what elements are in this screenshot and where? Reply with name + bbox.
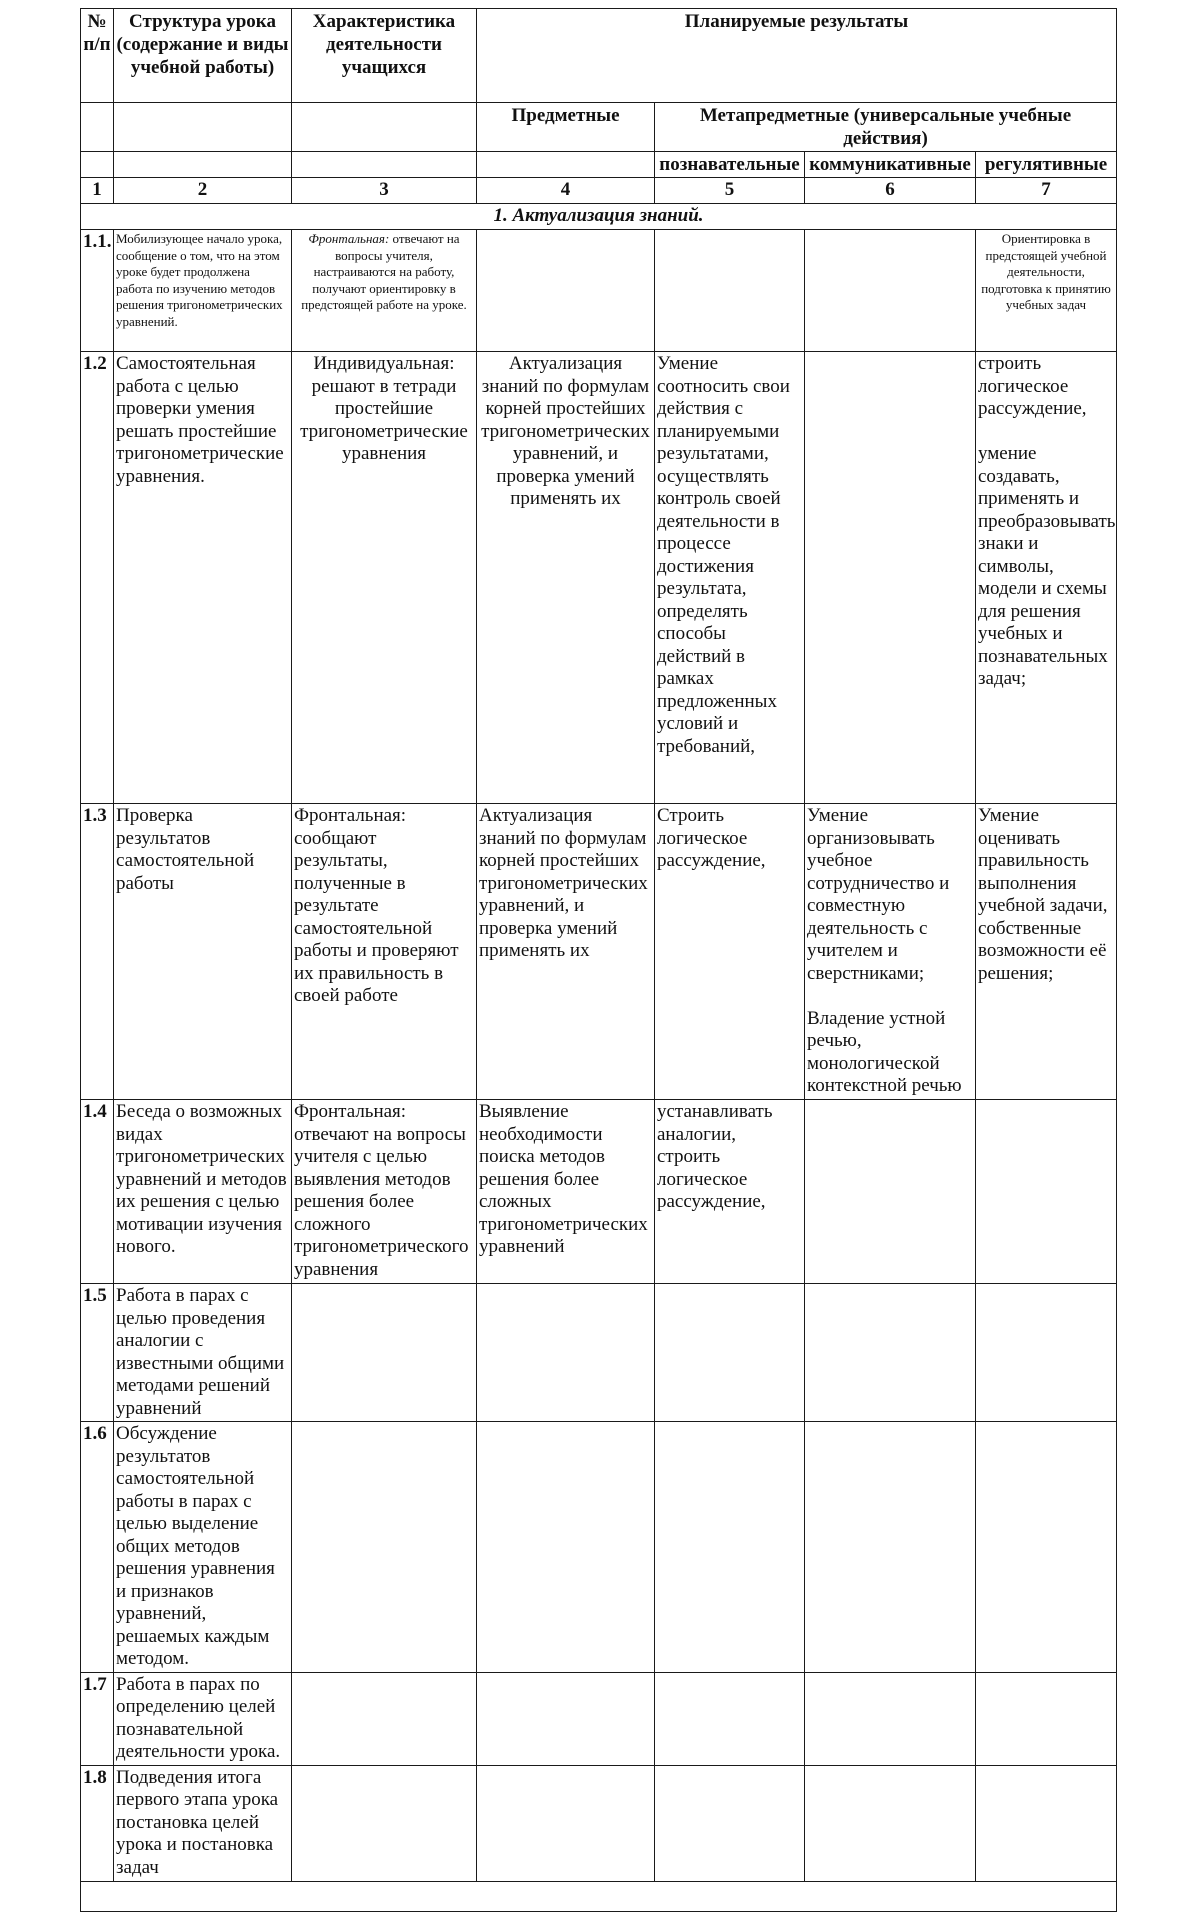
activity-type-label: Фронтальная: [308, 231, 390, 246]
column-number: 1 [81, 178, 114, 204]
cell-subject [477, 1672, 655, 1765]
cell-communicative [805, 1672, 976, 1765]
header-regulatory: регулятивные [976, 152, 1117, 178]
table-row [81, 230, 1117, 352]
cell-structure: Подведения итога первого этапа урока постановка целей урока и постановка задач [114, 1765, 292, 1881]
cell-structure: Работа в парах по определению целей познавательной деятельности урока. [114, 1672, 292, 1765]
header-activity: Характеристика деятельности учащихся [292, 9, 477, 103]
cell-structure: Проверка результатов самостоятельной работы [114, 804, 292, 1100]
cell-subject [477, 1284, 655, 1422]
cell-communicative [805, 1422, 976, 1673]
table-row [81, 1100, 1117, 1284]
header-row-1 [81, 9, 1117, 103]
cell-structure: Самостоятельная работа с целью проверки умения решать простейшие тригонометрические уравнения. [114, 352, 292, 804]
header-planned-results: Планируемые результаты [477, 9, 1117, 103]
header-cognitive: познавательные [655, 152, 805, 178]
header-row-3 [81, 152, 1117, 178]
table-row [81, 1765, 1117, 1881]
activity-text: отвечают на вопросы учителя, настраиваются на работу, получают ориентировку в предстоящей работе на уроке. [301, 231, 467, 312]
column-number: 7 [976, 178, 1117, 204]
column-numbers-row [81, 178, 1117, 204]
cell-structure: Обсуждение результатов самостоятельной работы в парах с целью выделение общих методов решения уравнения и признаков уравнений, решаемых каждым методом. [114, 1422, 292, 1673]
cell-regulatory: Умение оценивать правильность выполнения учебной задачи, собственные возможности её решения; [976, 804, 1117, 1100]
header-subject-results: Предметные [477, 103, 655, 152]
header-number: № п/п [81, 9, 114, 103]
cell-activity [292, 1422, 477, 1673]
cell-cognitive [655, 1284, 805, 1422]
cell-cognitive [655, 1672, 805, 1765]
cell-regulatory: Ориентировка в предстоящей учебной деятельности, подготовка к принятию учебных задач [976, 230, 1117, 352]
table-row [81, 352, 1117, 804]
cell-activity: Фронтальная: сообщают результаты, полученные в результате самостоятельной работы и проверяют их правильность в своей работе [292, 804, 477, 1100]
cell-cognitive: Строить логическое рассуждение, [655, 804, 805, 1100]
cell-cognitive [655, 230, 805, 352]
cell-communicative [805, 230, 976, 352]
row-id: 1.1. [81, 230, 114, 352]
header-meta-results: Метапредметные (универсальные учебные действия) [655, 103, 1117, 152]
row-id: 1.2 [81, 352, 114, 804]
row-id: 1.4 [81, 1100, 114, 1284]
header-row-2 [81, 103, 1117, 152]
cell-subject [477, 1765, 655, 1881]
row-id: 1.6 [81, 1422, 114, 1673]
header-structure: Структура урока (содержание и виды учебной работы) [114, 9, 292, 103]
cell-communicative [805, 1100, 976, 1284]
cell-regulatory [976, 1672, 1117, 1765]
next-section-row-cut [81, 1881, 1117, 1911]
cell-cognitive [655, 1422, 805, 1673]
cell-communicative [805, 1765, 976, 1881]
cell-subject [477, 230, 655, 352]
cell-regulatory [976, 1765, 1117, 1881]
cell-cognitive: Умение соотносить свои действия с планируемыми результатами, осуществлять контроль своей деятельности в процессе достижения результата, определять способы действий в рамках предложенных условий и требований, [655, 352, 805, 804]
section-title-row [81, 204, 1117, 230]
header-communicative: коммуникативные [805, 152, 976, 178]
column-number: 6 [805, 178, 976, 204]
cell-subject: Актуализация знаний по формулам корней простейших тригонометрических уравнений, и проверка умений применять их [477, 804, 655, 1100]
cell-structure: Работа в парах с целью проведения аналогии с известными общими методами решений уравнений [114, 1284, 292, 1422]
cell-structure: Беседа о возможных видах тригонометрических уравнений и методов их решения с целью мотивации изучения нового. [114, 1100, 292, 1284]
table-row [81, 1672, 1117, 1765]
cell-activity [292, 1765, 477, 1881]
cell-communicative [805, 1284, 976, 1422]
cell-regulatory [976, 1284, 1117, 1422]
cell-activity: Индивидуальная: решают в тетради простейшие тригонометрические уравнения [292, 352, 477, 804]
column-number: 4 [477, 178, 655, 204]
cell-subject: Выявление необходимости поиска методов решения более сложных тригонометрических уравнений [477, 1100, 655, 1284]
cell-structure: Мобилизующее начало урока, сообщение о том, что на этом уроке будет продолжена работа по изучению методов решения тригонометрических уравнений. [114, 230, 292, 352]
table-row [81, 804, 1117, 1100]
cell-activity: Фронтальная: отвечают на вопросы учителя с целью выявления методов решения более сложного тригонометрического уравнения [292, 1100, 477, 1284]
row-id: 1.3 [81, 804, 114, 1100]
cell-regulatory [976, 1100, 1117, 1284]
cell-regulatory [976, 1422, 1117, 1673]
table-row [81, 1422, 1117, 1673]
cell-regulatory: строить логическое рассуждение, умение создавать, применять и преобразовывать знаки и символы, модели и схемы для решения учебных и познавательных задач; [976, 352, 1117, 804]
cell-communicative: Умение организовывать учебное сотрудничество и совместную деятельность с учителем и сверстниками; Владение устной речью, монологической контекстной речью [805, 804, 976, 1100]
lesson-plan-table [80, 8, 1117, 1912]
cell-subject [477, 1422, 655, 1673]
section-title: 1. Актуализация знаний. [81, 204, 1117, 230]
cell-activity [292, 1284, 477, 1422]
cell-activity [292, 230, 477, 352]
cell-subject: Актуализация знаний по формулам корней простейших тригонометрических уравнений, и проверка умений применять их [477, 352, 655, 804]
table-row [81, 1284, 1117, 1422]
cell-activity [292, 1672, 477, 1765]
cell-cognitive [655, 1765, 805, 1881]
cell-cognitive: устанавливать аналогии, строить логическое рассуждение, [655, 1100, 805, 1284]
row-id: 1.5 [81, 1284, 114, 1422]
row-id: 1.8 [81, 1765, 114, 1881]
column-number: 2 [114, 178, 292, 204]
column-number: 5 [655, 178, 805, 204]
column-number: 3 [292, 178, 477, 204]
row-id: 1.7 [81, 1672, 114, 1765]
cell-communicative [805, 352, 976, 804]
